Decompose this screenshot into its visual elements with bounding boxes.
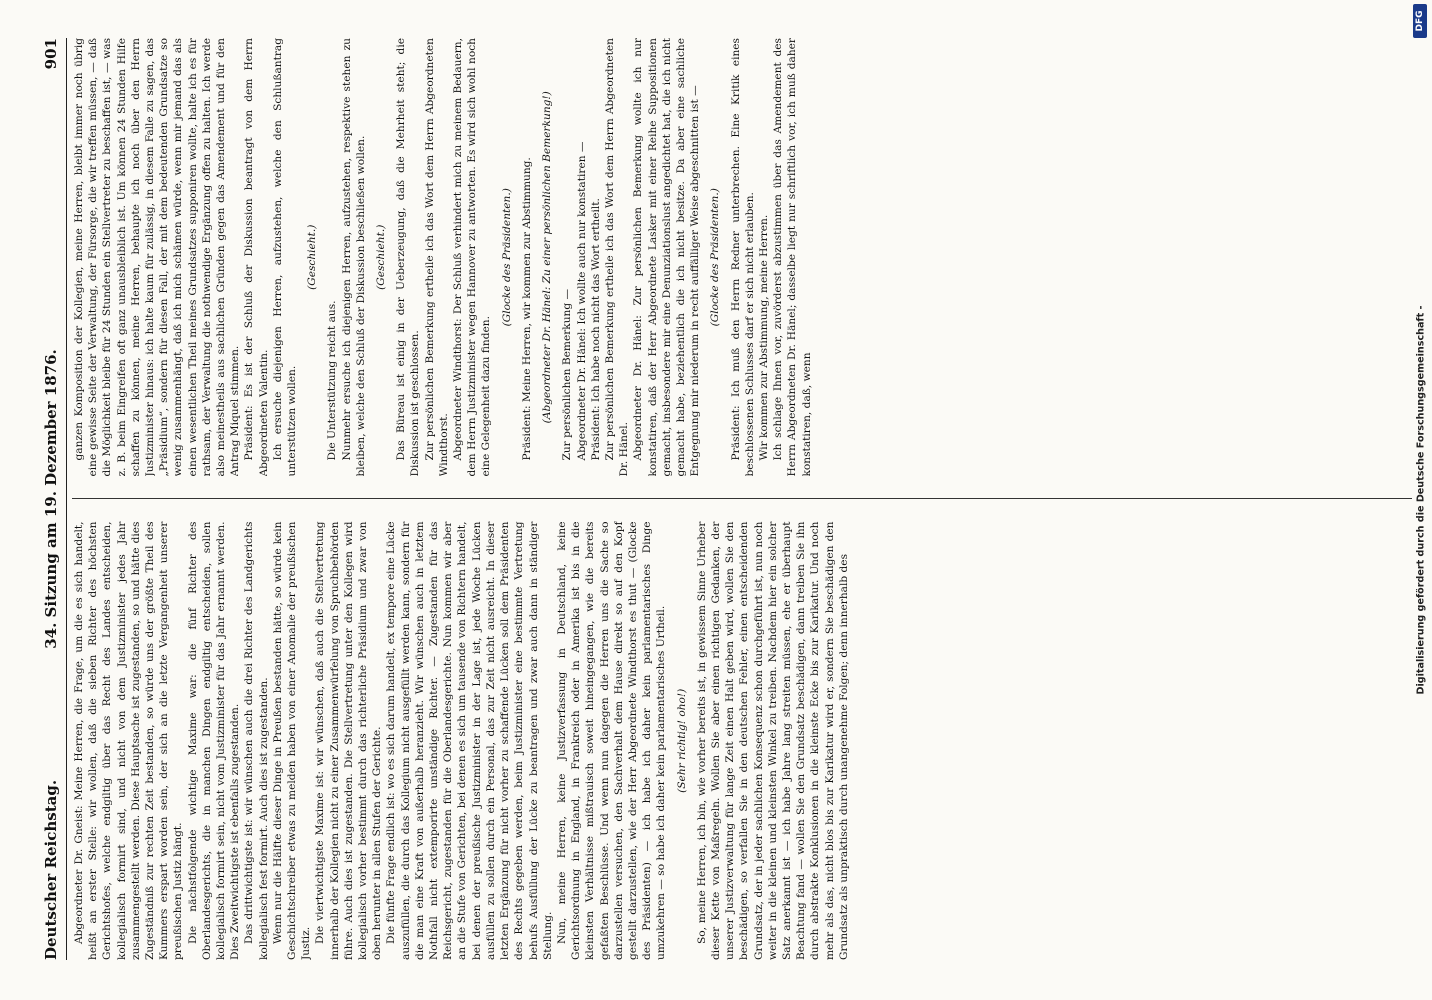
paragraph: Zur persönlichen Bemerkung ertheile ich das Wort dem Herrn Abgeordneten Dr. Hänel. [603, 38, 631, 477]
left-column [72, 522, 1412, 961]
paragraph: Präsident: Ich muß den Herrn Redner unterbrechen. Eine Kritik eines beschlossenen Schlusses darf er sich nicht erlauben. [729, 38, 756, 477]
paragraph: So, meine Herren, ich bin, wie vorher bereits ist, in gewissem Sinne Urheber dieser Kette von Maßregeln. Wollen Sie aber einen richtigen Gedanken, der unserer Justizverwaltung für lange Zeit einen Halt geben wird, wollen Sie den beschädigen, so verfallen Sie in den deutschen Fehler, einen entscheidenden Grundsatz, der in jeder sachlichen Konsequenz schon durchgeführt ist, nun noch weiter in die kleinen und kleinsten Winkel zu treiben. Nachdem hier ein solcher Satz anerkannt ist — ich habe Jahre lang streiten müssen, ehe er überhaupt Beachtung fand — wollen Sie den Grundsatz beschädigen, dann treiben Sie ihn durch abstrakte Konklusionen in die kleinste Ecke bis zur Karikatur. Und noch mehr als das, nicht blos bis zur Karikatur wird er, sondern Sie beschädigen den Grundsatz als unpraktisch durch unangenehme Folgen; denn innerhalb des [695, 521, 850, 960]
paragraph: Nun, meine Herren, keine Justizverfassung in Deutschland, keine Gerichtsordnung in England, in Frankreich oder in Amerika ist bis in die kleinsten Verhältnisse mißtrauisch soweit hineingegangen, wie die bereits gefaßten Beschlüsse. Und wenn nun dagegen die Herren uns die Sache so darzustellen versuchen, den Sachverhalt dem Hause direkt so auf den Kopf gestellt darzustellen, wie der Herr Abgeordnete Windthorst es thut — (Glocke des Präsidenten) — ich habe ich daher kein parlamentarisches Dinge umzukehren — so habe ich daher kein parlamentarisches Urtheil. [555, 521, 668, 960]
paragraph: ganzen Komposition der Kollegien, meine Herren, bleibt immer noch übrig eine gewisse Seite der Verwaltung, der Fürsorge, die wir treffen müssen, — daß die Möglichkeit bleibe für 24 Stunden ein Stellvertreter zu beschaffen ist, — was z. B. beim Eingreifen oft ganz unausbleiblich ist. Um können 24 Stunden Hilfe schaffen zu können, meine Herren, behaupte ich noch über den Herrn Justizminister hinaus: ich halte kaum für zulässig, in diesem Falle zu sagen, das „Präsidium“, sondern für diesen Fall, der mit dem bedeutenden Grundsatze so wenig zusammenhängt, daß ich mich schämen würde, wenn mir jemand das als einen wesentlichen Theil meines Grundsatzes supponiren wollte, halte ich es für rathsam, der Verwaltung die nothwendige Ergänzung offen zu halten. Ich werde also meinestheils aus sachlichen Gründen gegen das Amendement und für den Antrag Miquel stimmen. [73, 38, 242, 477]
paragraph: Präsident: Meine Herren, wir kommen zur Abstimmung. [520, 157, 533, 461]
paragraph: Die Unterstützung reicht aus. [326, 300, 339, 461]
text-columns [72, 38, 1412, 960]
dfg-logo-text: DFG [1415, 10, 1425, 32]
dfg-logo [1413, 4, 1427, 38]
paragraph: Nunmehr ersuche ich diejenigen Herren, aufzustehen, respektive stehen zu bleiben, welche den Schluß der Diskussion beschließen wollen. [340, 38, 367, 477]
paragraph: (Geschieht.) [306, 224, 319, 290]
paragraph: Ich schlage Ihnen vor, zuvörderst abzustimmen über das Amendement des Herrn Abgeordneten Dr. Hänel; dasselbe liegt nur schriftlich vor, ich muß daher konstatiren, daß, wenn [772, 38, 813, 477]
header-page-number: 901 [42, 38, 60, 70]
paragraph: Die viertwichtigste Maxime ist: wir wünschen, daß auch die Stellvertretung innerhalb der Kollegien nicht zu einer Zusammenwürfelung von Spruchbehörden führe. Auch dies ist zugestanden. Die Stellvertretung unter den Kollegen wird kollegialisch vorher bestimmt durch das richterliche Präsidium und zwar von oben herunter in allen Stufen der Gerichte. [314, 521, 384, 960]
paragraph: Abgeordneter Dr. Hänel: Ich wollte auch nur konstatiren — [575, 141, 588, 461]
paragraph: Zur persönlichen Bemerkung ertheile ich das Wort dem Herrn Abgeordneten Windthorst. [423, 38, 450, 477]
header-session: 34. Sitzung am 19. Dezember 1876. [42, 349, 60, 649]
paragraph: (Abgeordneter Dr. Hänel: Zu einer persönlichen Bemerkung!) [541, 91, 554, 424]
credit-text: Digitalisierung gefördert durch die Deutsche Forschungsgemeinschaft - [1415, 305, 1427, 695]
paragraph: (Sehr richtig! oho!) [675, 688, 688, 793]
paragraph: Ich ersuche diejenigen Herren, aufzustehen, welche den Schlußantrag unterstützen wollen. [271, 38, 299, 477]
paragraph: Das Büreau ist einig in der Ueberzeugung, daß die Mehrheit steht; die Diskussion ist geschlossen. [395, 38, 422, 477]
paragraph: Wir kommen zur Abstimmung, meine Herren. [757, 214, 770, 461]
column-divider [72, 499, 1412, 500]
paragraph: Präsident: Ich habe noch nicht das Wort ertheilt. [589, 198, 602, 461]
right-column [72, 38, 1412, 477]
paragraph: Zur persönlichen Bemerkung — [561, 288, 574, 461]
paragraph: Abgeordneter Dr. Hänel: Zur persönlichen Bemerkung wollte ich nur konstatiren, daß der Herr Abgeordnete Lasker mit einer Reihe Suppositionen gemacht, insbesondere mir eine Denunziationslust angedichtet hat, die ich nicht gemacht habe, beziehentlich die ich nicht besitze. Da aber eine sachliche Entgegnung mir niederum in recht auffälliger Weise abgeschnitten ist — [632, 38, 702, 477]
digitization-credit [1412, 0, 1430, 1000]
paragraph: Die nächstfolgende wichtige Maxime war: die fünf Richter des Oberlandesgerichts, die in manchen Dingen endgiltig entscheiden, sollen kollegialisch formirt sein, nicht vom Justizminister für das Jahr ernannt werden. Dies Zweitwichtigste ist ebenfalls zugestanden. [186, 521, 242, 960]
paragraph: Präsident: Es ist der Schluß der Diskussion beantragt von dem Herrn Abgeordneten Valentin. [243, 38, 270, 477]
paragraph: Wenn nur die Hälfte dieser Dinge in Preußen bestanden hätte, so würde kein Geschichtschreiber etwas zu melden haben von einer Anomalie der preußischen Justiz. [271, 521, 313, 960]
paragraph: (Glocke des Präsidenten.) [500, 188, 513, 327]
paragraph: Abgeordneter Dr. Gneist: Meine Herren, die Frage, um die es sich handelt, heißt an erster Stelle: wir wollen, daß die sieben Richter des höchsten Gerichtshofes, welche endgiltig über das Recht des Landes entscheiden, kollegialisch formirt sind, und nicht von dem Justizminister jedes Jahr zusammengestellt werden. Diese Hauptsache ist zugestanden, so und hätte dies Zugeständniß zur rechten Zeit bestanden, so würde uns der größte Theil des Kummers erspart worden sein, der sich an die letzte Vergangenheit unserer preußischen Justiz hängt. [73, 521, 185, 960]
paragraph: Abgeordneter Windthorst: Der Schluß verhindert mich zu meinem Bedauern, dem Herrn Justizminister wegen Hannover zu antworten. Es wird sich wohl noch eine Gelegenheit dazu finden. [452, 38, 493, 477]
header-publication: Deutscher Reichstag. [42, 779, 60, 960]
paragraph: (Geschieht.) [375, 224, 388, 290]
paragraph: Das drittwichtigste ist: wir wünschen auch die drei Richter des Landgerichts kollegialisch fest formirt. Auch dies ist zugestanden. [243, 521, 270, 960]
paragraph: Die fünfte Frage endlich ist: wo es sich darum handelt, ex tempore eine Lücke auszufüllen, die durch das Kollegium nicht ausgefüllt werden kann, sondern für die man eine Kraft von außerhalb heranzieht. Wir wünschen auch in letztem Nothfall nicht extemporirte unständige Richter. — Zugestanden für das Reichsgericht, zugestanden für die Oberlandesgerichte. Nun kommen wir aber an die Stufe von Gerichten, bei denen es sich um tausende von Richtern handelt, bei denen der preußische Justizminister in der Lage ist, jede Woche Lücken ausfüllen zu sollen durch ein Personal, das zur Zeit nicht ausreicht. In dieser letzten Ergänzung für nicht vorher zu schaffende Lücken soll dem Präsidenten des Rechts gegeben werden, beim Justizminister eine bestimmte Vertretung behufs Ausfüllung der Lücke zu beantragen und zwar auch dann in ständiger Stellung. [385, 521, 554, 960]
page-header [40, 38, 67, 960]
paragraph: (Glocke des Präsidenten.) [709, 188, 722, 327]
